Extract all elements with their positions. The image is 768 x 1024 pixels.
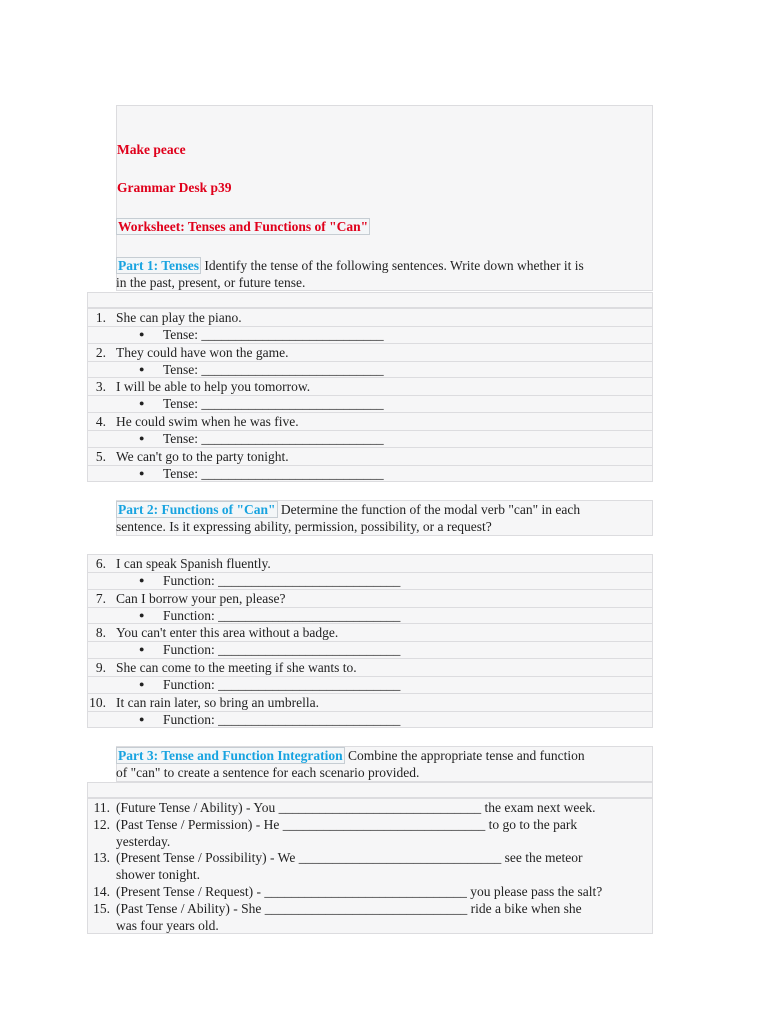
part1-instr-line1: Identify the tense of the following sentences. Write down whether it is xyxy=(201,258,584,273)
part1-item-number: 5. xyxy=(95,448,106,464)
bullet-icon: ● xyxy=(139,609,145,620)
part1-item-text: They could have won the game. xyxy=(116,344,289,360)
heading-grammar-desk: Grammar Desk p39 xyxy=(117,180,232,195)
part3-item-line2: yesterday. xyxy=(116,834,171,849)
part1-instr-line2: in the past, present, or future tense. xyxy=(116,275,306,290)
bullet-icon: ● xyxy=(139,433,145,444)
part3-item-line1: (Present Tense / Possibility) - We ______________________________ see the meteor xyxy=(116,850,583,865)
part1-answer-blank: Tense: ___________________________ xyxy=(163,361,384,377)
part3-instr-line1: Combine the appropriate tense and function xyxy=(344,748,585,763)
part2-answer-blank: Function: ___________________________ xyxy=(163,607,401,623)
part1-item-number: 1. xyxy=(95,310,106,325)
part1-answer-blank: Tense: ___________________________ xyxy=(163,465,384,481)
part3-instr-line2: of "can" to create a sentence for each scenario provided. xyxy=(116,765,420,780)
part3-item-line2: was four years old. xyxy=(116,918,219,933)
part3-instructions xyxy=(116,747,585,764)
part2-item-text: You can't enter this area without a badge. xyxy=(116,625,339,641)
part1-item-number: 3. xyxy=(95,379,106,395)
part2-instr-line1: Determine the function of the modal verb "can" in each xyxy=(277,502,581,517)
part2-answer-blank: Function: ___________________________ xyxy=(163,677,401,693)
bullet-icon: ● xyxy=(139,575,145,585)
bullet-icon: ● xyxy=(139,679,145,690)
part3-item-line1: (Future Tense / Ability) - You ______________________________ the exam next week. xyxy=(116,800,596,815)
part3-item-number: 14. xyxy=(93,884,110,899)
bullet-icon: ● xyxy=(139,363,145,374)
part3-item-line2: shower tonight. xyxy=(116,867,200,882)
part2-answer-blank: Function: ___________________________ xyxy=(163,642,401,658)
worksheet-title-text: Worksheet: Tenses and Functions of "Can" xyxy=(118,219,369,234)
part2-item-text: She can come to the meeting if she wants to. xyxy=(116,660,357,676)
bullet-icon: ● xyxy=(139,398,145,409)
part1-answer-blank: Tense: ___________________________ xyxy=(163,396,384,412)
part2-item-number: 7. xyxy=(95,590,106,606)
heading-worksheet-title xyxy=(116,218,370,235)
part2-item-number: 9. xyxy=(95,660,106,676)
bullet-icon: ● xyxy=(139,713,145,724)
part1-item-text: He could swim when he was five. xyxy=(116,414,299,430)
part2-item-text: It can rain later, so bring an umbrella. xyxy=(116,694,320,710)
part1-item-text: She can play the piano. xyxy=(116,310,242,325)
part3-item-line1: (Past Tense / Ability) - She ______________________________ ride a bike when she xyxy=(116,901,582,916)
part1-item-number: 2. xyxy=(95,344,106,360)
part3-spacer-band xyxy=(87,782,653,798)
part2-item-number: 6. xyxy=(95,556,106,571)
bullet-icon: ● xyxy=(139,329,145,339)
part1-spacer-band xyxy=(87,292,653,308)
part2-item-number: 10. xyxy=(89,694,106,710)
part2-item-number: 8. xyxy=(95,625,106,641)
part1-title: Part 1: Tenses xyxy=(118,258,199,273)
part3-item-number: 13. xyxy=(93,850,110,865)
part3-item-number: 12. xyxy=(93,817,110,832)
part2-instructions xyxy=(116,501,580,518)
part1-item-text: We can't go to the party tonight. xyxy=(116,448,289,464)
part1-item-number: 4. xyxy=(95,414,106,430)
part1-answer-blank: Tense: ___________________________ xyxy=(163,327,384,342)
bullet-icon: ● xyxy=(139,644,145,655)
part2-item-text: I can speak Spanish fluently. xyxy=(116,556,271,571)
heading-make-peace: Make peace xyxy=(117,142,186,157)
part2-item-text: Can I borrow your pen, please? xyxy=(116,590,286,606)
part3-item-number: 11. xyxy=(93,800,110,815)
part1-instructions xyxy=(116,257,584,274)
part1-answer-blank: Tense: ___________________________ xyxy=(163,431,384,447)
part1-item-text: I will be able to help you tomorrow. xyxy=(116,379,311,395)
part3-item-number: 15. xyxy=(93,901,110,916)
part2-answer-blank: Function: ___________________________ xyxy=(163,711,401,727)
part3-item-line1: (Present Tense / Request) - ______________________________ you please pass the salt? xyxy=(116,884,603,899)
part3-item-line1: (Past Tense / Permission) - He ______________________________ to go to the park xyxy=(116,817,578,832)
part2-title: Part 2: Functions of "Can" xyxy=(118,502,276,517)
part3-title: Part 3: Tense and Function Integration xyxy=(118,748,343,763)
part2-answer-blank: Function: ___________________________ xyxy=(163,573,401,588)
part2-instr-line2: sentence. Is it expressing ability, permission, possibility, or a request? xyxy=(116,519,492,534)
bullet-icon: ● xyxy=(139,467,145,478)
